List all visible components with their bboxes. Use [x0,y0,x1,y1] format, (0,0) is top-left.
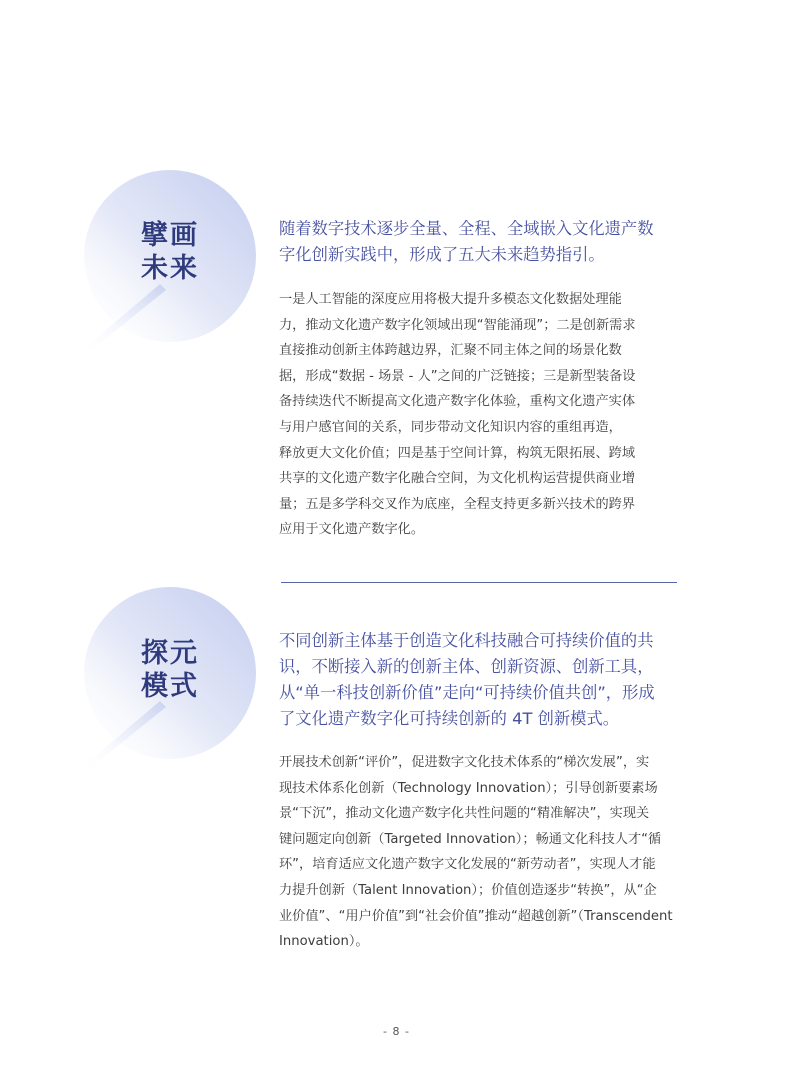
lead-paragraph: 随着数字技术逐步全量、全程、全域嵌入文化遗产数 字化创新实践中，形成了五大未来趋势指引。 [279,219,654,264]
body-paragraph: 开展技术创新“评价”，促进数字文化技术体系的“梯次发展”，实 现技术体系化创新（Technology Innovation）；引导创新要素场 景“下沉”，推动文化遗产数字化共性问题的“精准解决”，实现关 键问题定向创新（Targeted Innovation）；畅通文化科技人才“循 环”，培育适应文化遗产数字文化发展的“新劳动者”，实现人才能 力提升创新（Talent Innovation）；价值创造逐步“转换”，从“企 业价值”、“用户价值”到“社会价值”推动“超越创新”（Transcendent Innovation）。 [279,755,673,950]
page-number: - 8 - [383,1025,410,1038]
lead-paragraph: 不同创新主体基于创造文化科技融合可持续价值的共 识，不断接入新的创新主体、创新资源、创新工具， 从“单一科技创新价值”走向“可持续价值共创”，形成 了文化遗产数字化可持续创新的 4T 创新模式。 [279,631,655,728]
section-title: 探元 模式 [141,638,199,702]
body-paragraph: 一是人工智能的深度应用将极大提升多模态文化数据处理能 力，推动文化遗产数字化领域出现“智能涌现”；二是创新需求 直接推动创新主体跨越边界，汇聚不同主体之间的场景化数 据，形成“数据 - 场景 - 人”之间的广泛链接；三是新型装备设 备持续迭代不断提高文化遗产数字化体验，重构文化遗产实体 与用户感官间的关系，同步带动文化知识内容的重组再造， 释放更大文化价值；四是基于空间计算，构筑无限拓展、跨域 共享的文化遗产数字化融合空间，为文化机构运营提供商业增 量；五是多学科交叉作为底座，全程支持更多新兴技术的跨界 应用于文化遗产数字化。 [279,292,636,538]
section-title: 擘画 未来 [141,220,199,284]
